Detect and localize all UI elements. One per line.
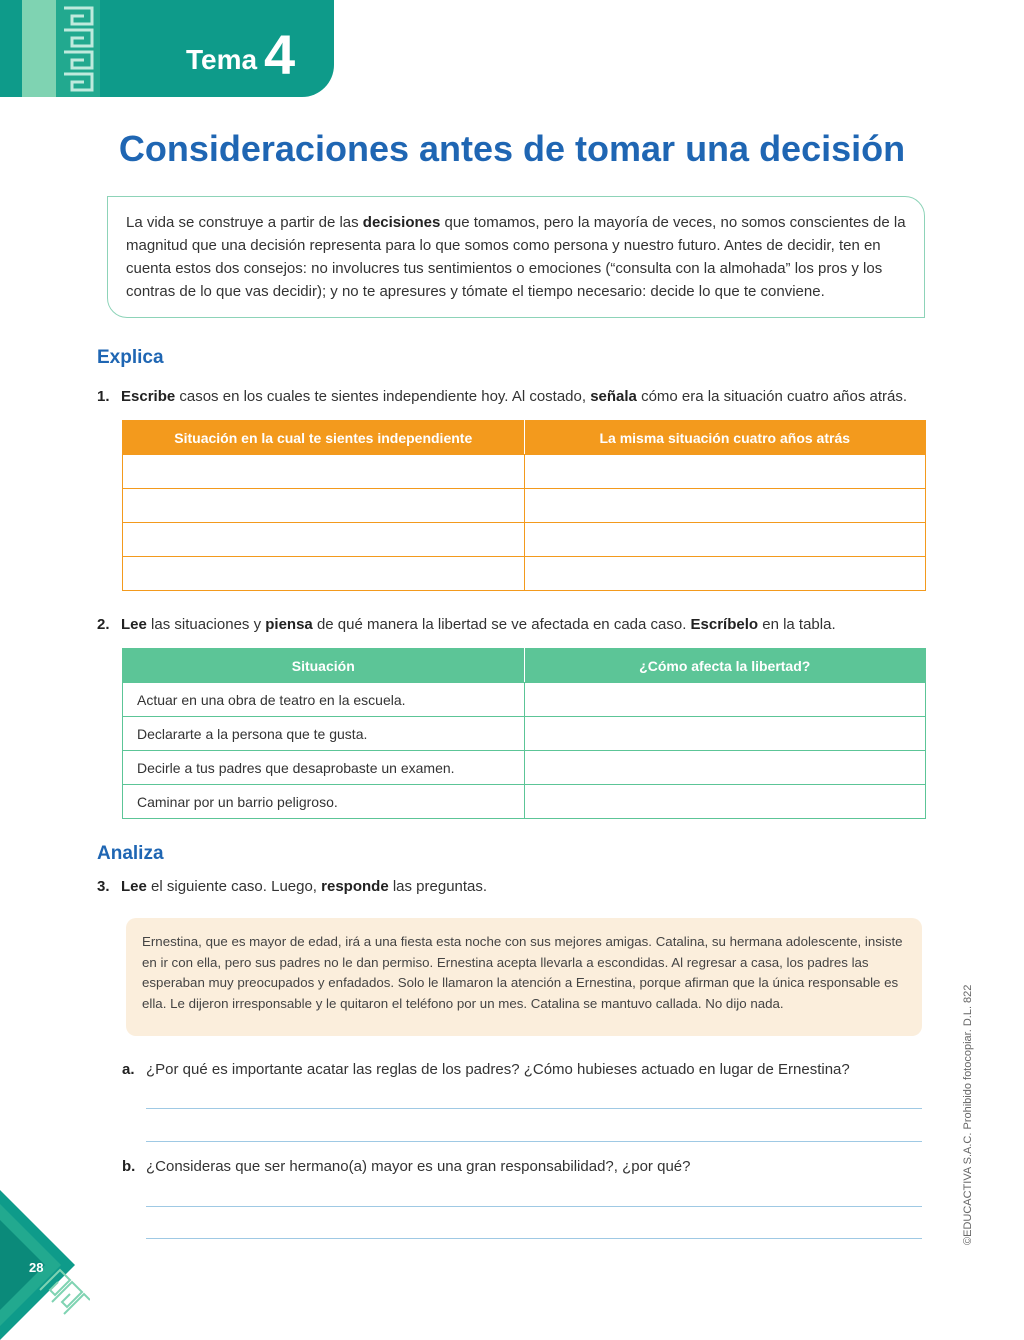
situation-cell: Decirle a tus padres que desaprobaste un examen.	[123, 751, 525, 785]
answer-cell[interactable]	[524, 489, 926, 523]
answer-line[interactable]	[146, 1206, 922, 1207]
answer-cell[interactable]	[123, 523, 525, 557]
question-keyword: Escribe	[121, 388, 176, 405]
answer-cell[interactable]	[123, 557, 525, 591]
intro-text: que tomamos, pero la mayoría de veces, no somos conscientes de la magnitud que una decisión representa para lo que somos como persona y nuestro futuro. Antes de decidir, ten en cuenta estos dos consejos: no involucres tus sentimientos o emociones (“consulta con la almohada” los pros y los contras de lo que vas decidir); y no te apresures y tómate el tiempo necesario: decide lo que te conviene.	[126, 214, 906, 300]
answer-line[interactable]	[146, 1238, 922, 1239]
copyright-notice: ©EDUCACTIVA S.A.C. Prohibido fotocopiar. D.L. 822	[962, 984, 974, 1245]
page-title: Consideraciones antes de tomar una decisión	[118, 128, 906, 169]
table-row	[123, 717, 926, 751]
question-1	[97, 388, 907, 405]
table-row	[123, 751, 926, 785]
independence-table	[122, 420, 926, 591]
table-header: La misma situación cuatro años atrás	[524, 421, 926, 455]
tema-number: 4	[264, 23, 296, 86]
intro-text: La vida se construye a partir de las	[126, 214, 363, 231]
tema-label: Tema	[186, 44, 258, 75]
situation-cell: Declararte a la persona que te gusta.	[123, 717, 525, 751]
section-title-analiza: Analiza	[97, 843, 164, 864]
question-keyword: Escríbelo	[690, 616, 759, 633]
answer-cell[interactable]	[524, 523, 926, 557]
case-text-box: Ernestina, que es mayor de edad, irá a una fiesta esta noche con sus mejores amigas. Catalina, su hermana adolescente, insiste en ir con ella, pero sus padres no le dan permiso. Ernestina acepta llevarla a escondidas. Al regresar a casa, los padres las esperaban muy preocupados y enfadados. Solo le llamaron la atención a Ernestina, porque afirman que la única responsable es ella. Le dijeron irresponsable y le quitaron el teléfono por un mes. Catalina se mantuvo callada. No dijo nada.	[126, 918, 922, 1036]
answer-cell[interactable]	[524, 717, 926, 751]
table-header: Situación en la cual te sientes independiente	[123, 421, 525, 455]
question-keyword: Lee	[121, 616, 147, 633]
question-keyword: señala	[590, 388, 637, 405]
tema-header-tab	[0, 0, 334, 97]
question-text: casos en los cuales te sientes independiente hoy. Al costado,	[175, 388, 591, 405]
table-row	[123, 557, 926, 591]
table-row	[123, 523, 926, 557]
question-text: las situaciones y	[146, 616, 266, 633]
question-3	[97, 878, 487, 895]
intro-bold: decisiones	[362, 214, 441, 231]
question-keyword: responde	[321, 878, 389, 895]
question-text: de qué manera la libertad se ve afectada en cada caso.	[312, 616, 691, 633]
question-letter: b.	[122, 1158, 136, 1175]
question-number: 2.	[97, 616, 110, 633]
question-2	[97, 616, 836, 633]
question-number: 3.	[97, 878, 110, 895]
corner-decoration-icon	[0, 1190, 90, 1340]
question-keyword: Lee	[121, 878, 147, 895]
question-text: las preguntas.	[388, 878, 488, 895]
page-number: 28	[29, 1260, 44, 1275]
answer-cell[interactable]	[123, 489, 525, 523]
answer-line[interactable]	[146, 1108, 922, 1109]
freedom-table	[122, 648, 926, 819]
question-a	[122, 1061, 850, 1078]
answer-cell[interactable]	[524, 785, 926, 819]
situation-cell: Actuar en una obra de teatro en la escuela.	[123, 683, 525, 717]
table-header: ¿Cómo afecta la libertad?	[524, 649, 926, 683]
intro-box	[107, 196, 925, 318]
table-header: Situación	[123, 649, 525, 683]
table-header-row	[123, 421, 926, 455]
table-row	[123, 489, 926, 523]
question-text: cómo era la situación cuatro años atrás.	[636, 388, 908, 405]
situation-cell: Caminar por un barrio peligroso.	[123, 785, 525, 819]
question-b	[122, 1158, 690, 1175]
question-number: 1.	[97, 388, 110, 405]
table-row	[123, 785, 926, 819]
section-title-explica: Explica	[97, 347, 164, 368]
table-row	[123, 455, 926, 489]
tema-decor-strip	[22, 0, 56, 97]
table-header-row	[123, 649, 926, 683]
question-keyword: piensa	[265, 616, 313, 633]
answer-cell[interactable]	[524, 751, 926, 785]
greek-key-pattern-icon	[60, 4, 96, 94]
answer-cell[interactable]	[524, 683, 926, 717]
answer-line[interactable]	[146, 1141, 922, 1142]
answer-cell[interactable]	[123, 455, 525, 489]
answer-cell[interactable]	[524, 455, 926, 489]
question-letter: a.	[122, 1061, 135, 1078]
answer-cell[interactable]	[524, 557, 926, 591]
question-text: en la tabla.	[758, 616, 836, 633]
question-text: ¿Consideras que ser hermano(a) mayor es una gran responsabilidad?, ¿por qué?	[146, 1158, 691, 1175]
question-text: el siguiente caso. Luego,	[146, 878, 322, 895]
table-row	[123, 683, 926, 717]
question-text: ¿Por qué es importante acatar las reglas de los padres? ¿Cómo hubieses actuado en lugar de Ernestina?	[146, 1061, 850, 1078]
